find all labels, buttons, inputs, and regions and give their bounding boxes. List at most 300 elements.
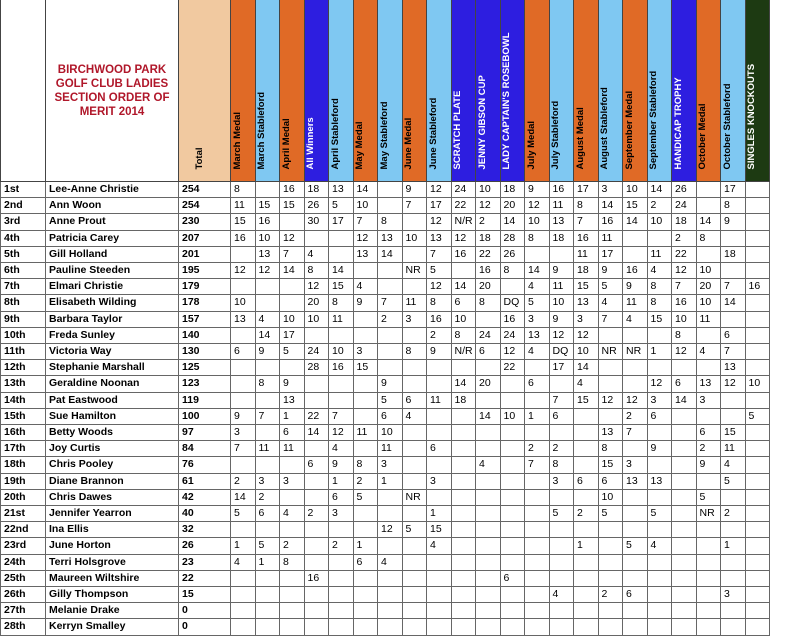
score-cell — [305, 231, 330, 247]
score-cell: 11 — [256, 441, 281, 457]
score-cell — [721, 603, 746, 619]
score-cell — [623, 571, 648, 587]
score-cell — [746, 474, 771, 490]
score-cell: 15 — [354, 360, 379, 376]
player-name-cell: Diane Brannon — [46, 474, 179, 490]
score-cell: 22 — [305, 409, 330, 425]
score-cell — [550, 247, 575, 263]
table-row — [0, 490, 790, 506]
score-cell: 5 — [648, 506, 673, 522]
position-cell: 12th — [0, 360, 46, 376]
score-cell: 1 — [378, 474, 403, 490]
score-cell: 14 — [648, 182, 673, 198]
score-cell: 5 — [599, 506, 624, 522]
total-cell: 40 — [179, 506, 231, 522]
score-cell — [525, 474, 550, 490]
column-header — [452, 0, 477, 182]
table-row — [0, 231, 790, 247]
score-cell: 16 — [599, 214, 624, 230]
score-cell: 10 — [256, 231, 281, 247]
score-cell: 2 — [672, 231, 697, 247]
score-cell: 12 — [280, 231, 305, 247]
score-cell: 8 — [256, 376, 281, 392]
score-cell — [476, 360, 501, 376]
player-name-cell: Stephanie Marshall — [46, 360, 179, 376]
table-row — [0, 279, 790, 295]
score-cell: 9 — [550, 312, 575, 328]
score-cell — [231, 247, 256, 263]
score-cell — [599, 522, 624, 538]
score-cell: 10 — [354, 198, 379, 214]
score-cell: 3 — [550, 474, 575, 490]
score-cell — [746, 328, 771, 344]
total-cell: 179 — [179, 279, 231, 295]
score-cell — [574, 619, 599, 635]
table-row — [0, 247, 790, 263]
score-cell — [476, 603, 501, 619]
score-cell: N/R — [452, 344, 477, 360]
score-cell: 11 — [574, 247, 599, 263]
score-cell — [427, 409, 452, 425]
score-cell: 9 — [231, 409, 256, 425]
column-header-label: April Medal — [280, 118, 292, 170]
score-cell: 18 — [305, 182, 330, 198]
score-cell — [746, 490, 771, 506]
score-cell: 17 — [550, 360, 575, 376]
total-cell: 97 — [179, 425, 231, 441]
total-cell: 125 — [179, 360, 231, 376]
score-cell: 8 — [574, 198, 599, 214]
table-row — [0, 425, 790, 441]
score-cell: 8 — [550, 457, 575, 473]
score-cell: 10 — [697, 263, 722, 279]
score-cell: 4 — [648, 263, 673, 279]
score-cell: 24 — [452, 182, 477, 198]
score-cell — [697, 538, 722, 554]
score-cell — [697, 474, 722, 490]
score-cell — [648, 571, 673, 587]
score-cell — [427, 619, 452, 635]
score-cell: 13 — [378, 231, 403, 247]
score-cell: 14 — [305, 425, 330, 441]
score-cell — [403, 538, 428, 554]
score-cell — [378, 619, 403, 635]
score-cell: 3 — [231, 425, 256, 441]
column-header — [721, 0, 746, 182]
score-cell — [403, 603, 428, 619]
score-cell — [354, 263, 379, 279]
score-cell: 16 — [501, 312, 526, 328]
score-cell: 3 — [721, 587, 746, 603]
score-cell — [550, 376, 575, 392]
column-header — [746, 0, 771, 182]
score-cell: 13 — [550, 214, 575, 230]
score-cell: 12 — [452, 231, 477, 247]
score-cell: 8 — [525, 231, 550, 247]
score-cell: 12 — [574, 328, 599, 344]
score-cell: 16 — [476, 263, 501, 279]
score-cell: 1 — [648, 344, 673, 360]
score-cell: 12 — [672, 344, 697, 360]
player-name-cell: June Horton — [46, 538, 179, 554]
score-cell — [280, 619, 305, 635]
score-cell — [280, 603, 305, 619]
score-cell: 7 — [329, 409, 354, 425]
score-cell: 10 — [403, 231, 428, 247]
score-cell — [574, 571, 599, 587]
score-cell — [672, 409, 697, 425]
column-header-label: October Medal — [697, 103, 709, 170]
score-cell — [746, 522, 771, 538]
score-cell: 10 — [574, 344, 599, 360]
score-cell — [525, 538, 550, 554]
score-cell — [721, 571, 746, 587]
score-cell: 4 — [599, 295, 624, 311]
total-header-label: Total — [193, 147, 205, 170]
score-cell: 2 — [329, 538, 354, 554]
score-cell — [525, 360, 550, 376]
score-cell: 24 — [305, 344, 330, 360]
score-cell: 4 — [427, 538, 452, 554]
score-cell — [550, 571, 575, 587]
column-header-label: All Winners — [305, 117, 317, 170]
score-cell: 16 — [305, 571, 330, 587]
score-cell — [280, 214, 305, 230]
score-cell — [305, 376, 330, 392]
score-cell — [697, 587, 722, 603]
score-cell — [746, 295, 771, 311]
score-cell — [550, 538, 575, 554]
position-cell: 28th — [0, 619, 46, 635]
score-cell — [354, 571, 379, 587]
score-cell: 16 — [623, 263, 648, 279]
score-cell: 4 — [721, 457, 746, 473]
score-cell — [599, 538, 624, 554]
column-header-label: SINGLES KNOCKOUTS — [746, 63, 758, 170]
score-cell — [231, 360, 256, 376]
score-cell — [476, 506, 501, 522]
score-cell: 4 — [305, 247, 330, 263]
score-cell: 5 — [231, 506, 256, 522]
score-cell — [305, 328, 330, 344]
score-cell — [280, 522, 305, 538]
score-cell: 9 — [256, 344, 281, 360]
score-cell — [672, 619, 697, 635]
score-cell: NR — [403, 490, 428, 506]
score-cell — [476, 587, 501, 603]
score-cell — [329, 522, 354, 538]
score-cell — [403, 555, 428, 571]
position-cell: 26th — [0, 587, 46, 603]
score-cell — [403, 425, 428, 441]
score-cell — [231, 619, 256, 635]
table-row — [0, 555, 790, 571]
score-cell — [550, 603, 575, 619]
score-cell: 14 — [623, 214, 648, 230]
score-cell — [746, 182, 771, 198]
score-cell — [427, 457, 452, 473]
score-cell — [354, 603, 379, 619]
score-cell: 14 — [599, 198, 624, 214]
column-header — [329, 0, 354, 182]
score-cell: 8 — [648, 295, 673, 311]
score-cell: 11 — [231, 198, 256, 214]
score-cell: 20 — [476, 279, 501, 295]
total-cell: 207 — [179, 231, 231, 247]
score-cell: 10 — [648, 214, 673, 230]
table-row — [0, 295, 790, 311]
table-row — [0, 571, 790, 587]
score-cell — [648, 328, 673, 344]
score-cell — [452, 538, 477, 554]
score-cell — [501, 522, 526, 538]
column-header — [476, 0, 501, 182]
score-cell — [280, 571, 305, 587]
score-cell — [648, 587, 673, 603]
score-cell — [354, 376, 379, 392]
score-cell: 9 — [329, 457, 354, 473]
score-cell — [501, 393, 526, 409]
score-cell — [599, 555, 624, 571]
player-name-cell: Elisabeth Wilding — [46, 295, 179, 311]
score-cell — [599, 603, 624, 619]
score-cell: 3 — [697, 393, 722, 409]
score-cell: 9 — [378, 376, 403, 392]
score-cell — [648, 555, 673, 571]
score-cell: 1 — [354, 538, 379, 554]
score-cell — [452, 490, 477, 506]
score-cell — [721, 490, 746, 506]
score-cell: 3 — [280, 474, 305, 490]
score-cell: 7 — [256, 409, 281, 425]
score-cell: 13 — [256, 247, 281, 263]
score-cell: 28 — [501, 231, 526, 247]
column-header — [697, 0, 722, 182]
score-cell — [623, 376, 648, 392]
player-name-cell: Maureen Wiltshire — [46, 571, 179, 587]
score-cell: 4 — [525, 279, 550, 295]
score-cell — [403, 247, 428, 263]
score-cell — [648, 360, 673, 376]
column-header-label: September Medal — [623, 90, 635, 170]
score-cell — [721, 555, 746, 571]
score-cell: 11 — [550, 279, 575, 295]
score-cell: 4 — [403, 409, 428, 425]
score-cell — [378, 198, 403, 214]
score-cell: 13 — [623, 474, 648, 490]
score-cell: 6 — [501, 571, 526, 587]
score-cell — [329, 619, 354, 635]
score-cell: 24 — [501, 328, 526, 344]
score-cell — [501, 490, 526, 506]
position-cell: 14th — [0, 393, 46, 409]
score-cell — [697, 328, 722, 344]
score-cell: 9 — [599, 263, 624, 279]
table-row — [0, 603, 790, 619]
score-cell: NR — [623, 344, 648, 360]
score-cell: 10 — [525, 214, 550, 230]
score-cell: 12 — [525, 198, 550, 214]
score-cell: 8 — [305, 263, 330, 279]
total-cell: 254 — [179, 198, 231, 214]
score-cell: 6 — [427, 441, 452, 457]
total-header-cell — [179, 0, 231, 182]
score-cell: 14 — [476, 409, 501, 425]
score-cell: 4 — [697, 344, 722, 360]
score-cell: 2 — [623, 409, 648, 425]
score-cell: 6 — [599, 474, 624, 490]
score-cell: 4 — [231, 555, 256, 571]
score-cell — [354, 441, 379, 457]
score-cell — [550, 522, 575, 538]
score-cell: 2 — [648, 198, 673, 214]
score-cell — [256, 393, 281, 409]
score-cell: 18 — [550, 231, 575, 247]
score-cell — [697, 603, 722, 619]
score-cell: 13 — [427, 231, 452, 247]
score-cell — [305, 474, 330, 490]
score-cell: 7 — [574, 214, 599, 230]
score-cell: DQ — [501, 295, 526, 311]
total-cell: 42 — [179, 490, 231, 506]
position-cell: 4th — [0, 231, 46, 247]
table-row — [0, 344, 790, 360]
score-cell — [280, 360, 305, 376]
score-cell — [305, 538, 330, 554]
score-cell — [305, 603, 330, 619]
score-cell: 13 — [525, 328, 550, 344]
score-cell — [721, 409, 746, 425]
score-cell: 3 — [574, 312, 599, 328]
table-row — [0, 457, 790, 473]
score-cell — [378, 263, 403, 279]
table-row — [0, 312, 790, 328]
score-cell — [599, 360, 624, 376]
score-cell — [452, 409, 477, 425]
score-cell — [354, 506, 379, 522]
score-cell: 4 — [378, 555, 403, 571]
score-cell — [623, 441, 648, 457]
score-cell — [525, 619, 550, 635]
score-cell: 1 — [280, 409, 305, 425]
score-cell: 12 — [672, 263, 697, 279]
score-cell: 6 — [329, 490, 354, 506]
score-cell: 14 — [452, 279, 477, 295]
score-cell: 20 — [305, 295, 330, 311]
score-cell — [476, 619, 501, 635]
column-header-label: May Medal — [354, 121, 366, 170]
score-cell — [476, 490, 501, 506]
total-cell: 26 — [179, 538, 231, 554]
score-cell: 5 — [697, 490, 722, 506]
score-cell — [501, 425, 526, 441]
score-cell: 7 — [378, 295, 403, 311]
score-cell — [476, 474, 501, 490]
score-cell: 9 — [427, 344, 452, 360]
position-cell: 10th — [0, 328, 46, 344]
column-header-label: August Stableford — [599, 87, 611, 170]
score-cell — [501, 587, 526, 603]
score-cell — [501, 506, 526, 522]
score-cell — [378, 328, 403, 344]
score-cell: 8 — [672, 328, 697, 344]
position-cell: 20th — [0, 490, 46, 506]
score-cell: 18 — [476, 231, 501, 247]
score-cell: 2 — [256, 490, 281, 506]
score-cell: 16 — [427, 312, 452, 328]
score-cell: 2 — [476, 214, 501, 230]
player-name-cell: Betty Woods — [46, 425, 179, 441]
score-cell — [329, 231, 354, 247]
score-cell — [599, 328, 624, 344]
total-cell: 119 — [179, 393, 231, 409]
score-cell: 6 — [403, 393, 428, 409]
table-row — [0, 522, 790, 538]
score-cell — [623, 619, 648, 635]
score-cell — [256, 457, 281, 473]
score-cell: 8 — [403, 344, 428, 360]
score-cell: 9 — [623, 279, 648, 295]
total-cell: 123 — [179, 376, 231, 392]
score-cell — [256, 619, 281, 635]
score-cell: 3 — [599, 182, 624, 198]
player-name-cell: Terri Holsgrove — [46, 555, 179, 571]
score-cell: 26 — [672, 182, 697, 198]
score-cell — [648, 490, 673, 506]
score-cell: 15 — [599, 457, 624, 473]
table-row — [0, 587, 790, 603]
position-cell: 21st — [0, 506, 46, 522]
score-cell — [378, 587, 403, 603]
score-cell: 11 — [378, 441, 403, 457]
score-cell: 8 — [427, 295, 452, 311]
position-cell: 7th — [0, 279, 46, 295]
score-cell: 10 — [305, 312, 330, 328]
score-cell: 6 — [697, 425, 722, 441]
score-cell — [525, 425, 550, 441]
score-cell — [452, 425, 477, 441]
score-cell: 8 — [476, 295, 501, 311]
score-cell — [746, 312, 771, 328]
score-cell — [403, 474, 428, 490]
score-cell — [476, 571, 501, 587]
score-cell: 10 — [231, 295, 256, 311]
player-name-cell: Ann Woon — [46, 198, 179, 214]
score-cell — [452, 474, 477, 490]
score-cell — [329, 393, 354, 409]
score-cell — [452, 457, 477, 473]
total-cell: 84 — [179, 441, 231, 457]
score-cell — [746, 555, 771, 571]
score-cell: 8 — [452, 328, 477, 344]
score-cell: 8 — [697, 231, 722, 247]
column-header — [501, 0, 526, 182]
score-cell — [231, 279, 256, 295]
score-cell: 11 — [403, 295, 428, 311]
score-cell: 11 — [550, 198, 575, 214]
score-cell: 6 — [525, 376, 550, 392]
score-cell — [354, 328, 379, 344]
column-header-label: June Medal — [403, 117, 415, 170]
score-cell: 1 — [721, 538, 746, 554]
score-cell: 16 — [256, 214, 281, 230]
score-cell — [231, 522, 256, 538]
score-cell: 22 — [476, 247, 501, 263]
score-cell: 7 — [403, 198, 428, 214]
column-header — [231, 0, 256, 182]
score-cell — [746, 360, 771, 376]
score-cell: 11 — [623, 295, 648, 311]
